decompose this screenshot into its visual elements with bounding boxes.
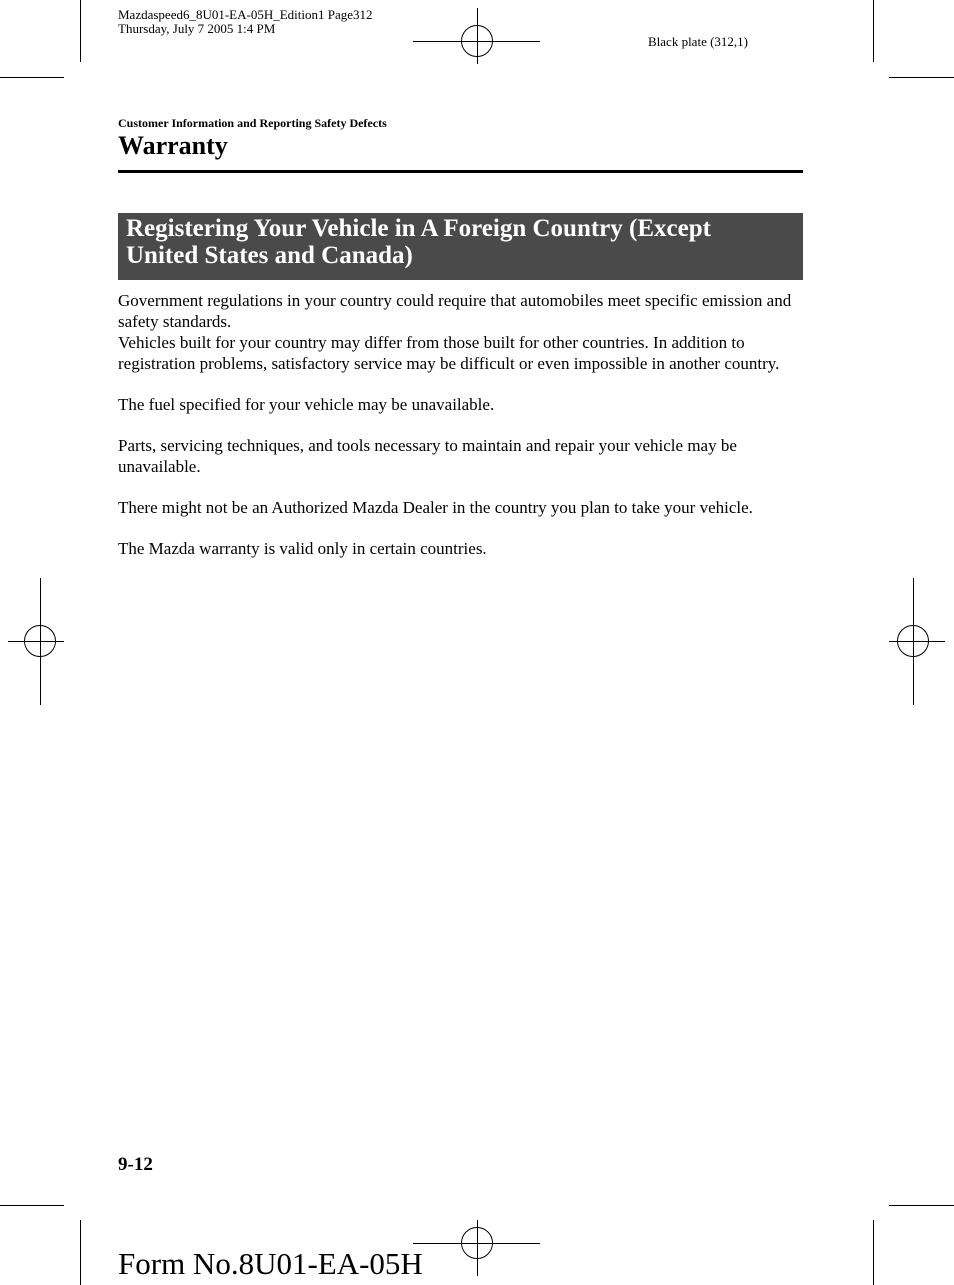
paragraph: Government regulations in your country could require that automobiles meet specific emission and safety standards. [118,291,792,331]
paragraph: Vehicles built for your country may differ from those built for other countries. In addition to registration problems, satisfactory service may be difficult or even impossible in another country. [118,333,780,373]
page-number: 9-12 [118,1154,153,1175]
slug-filename: Mazdaspeed6_8U01-EA-05H_Edition1 Page312 [118,7,373,22]
slug-line [118,8,373,36]
crop-mark [80,1220,81,1285]
crop-mark [889,77,954,78]
form-number: Form No.8U01-EA-05H [118,1246,423,1281]
paragraph: There might not be an Authorized Mazda Dealer in the country you plan to take your vehicle. [118,498,753,517]
crop-mark [80,0,81,62]
plate-label: Black plate (312,1) [648,34,748,49]
section-heading-banner [118,213,803,280]
crop-mark [873,0,874,62]
crop-mark [873,1220,874,1285]
section-heading-line: Registering Your Vehicle in A Foreign Country (Except [126,215,711,242]
paragraph: Parts, servicing techniques, and tools necessary to maintain and repair your vehicle may be unavailable. [118,436,737,476]
slug-timestamp: Thursday, July 7 2005 1:4 PM [118,21,276,36]
paragraph: The Mazda warranty is valid only in certain countries. [118,539,487,558]
section-label: Customer Information and Reporting Safety Defects [118,116,387,130]
section-heading-line: United States and Canada) [126,242,413,269]
paragraph: The fuel specified for your vehicle may be unavailable. [118,395,495,414]
title-rule [118,170,803,173]
crop-mark [0,1205,64,1206]
crop-mark [0,77,64,78]
body-text [118,290,803,559]
crop-mark [889,1205,954,1206]
page-title: Warranty [118,131,228,160]
